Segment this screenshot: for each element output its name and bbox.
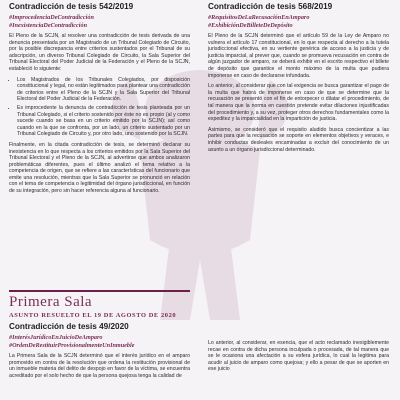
hashtag: #InterésJurídicoEnJuicioDeAmparo bbox=[9, 334, 103, 341]
hashtag-group bbox=[208, 14, 389, 30]
case-heading: Contradicción de tesis 542/2019 bbox=[9, 2, 134, 11]
paragraph: El Pleno de la SCJN, al resolver una contradicción de tesis derivada de una denuncia presentada por un Magistrado de un Tribunal Colegiado de Circuito, por la posible discrepancia entre criterios sustentados por el Tribunal de su adscripción, un diverso Tribunal Colegiado de Circuito, la Sala Superior del Tribunal Electoral del Poder Judicial de la Federación y el Pleno de la SCJN, estableció lo siguiente: bbox=[9, 33, 190, 72]
paragraph: Asimismo, se consideró que el requisito aludido busca concientizar a las partes para que la recusación se soporte en elementos objetivos y veraces, e inhibir conductas desleales encaminadas a excluir del conocimiento de un asunto a un órgano jurisdiccional determinado. bbox=[208, 126, 389, 153]
hashtag-group bbox=[9, 14, 190, 30]
right-column-bottom bbox=[208, 340, 389, 377]
bullet-item: • Es improcedente la denuncia de contradicción de tesis planteada por un Tribunal Colegiado, si el criterio sostenido por éste no es propio (al y como sucede cuando se basa en un criterio emitido por la SCJN); así como cuando en la que se confronta, por un lado, un criterio sustentado por un Tribunal Colegiado de Circuito y, por otro lado, uno sostenido por la SCJN. bbox=[17, 105, 190, 138]
hashtag: #InexistenciaDeContradicción bbox=[9, 22, 88, 29]
hashtag: #RequisitosDeLaRecusaciónEnAmparo bbox=[208, 14, 310, 21]
section-title: Primera Sala bbox=[9, 294, 93, 310]
case-heading: Contradicción de tesis 568/2019 bbox=[208, 2, 333, 11]
right-column-top bbox=[208, 2, 389, 157]
paragraph: El Pleno de la SCJN determinó que el artículo 59 de la Ley de Amparo no vulnera el artículo 17 constitucional, en lo que respecta al derecho a la tutela jurisdiccional efectiva, en su vertiente genérica de acceso a la justicia y de justicia imparcial, al prever que, cuando se promueva recusación en contra de algún juzgador de amparo, se deberá exhibir en el escrito respectivo el billete de depósito que garantice el monto máximo de la multa que pudiera imponerse en caso de declararse infundada. bbox=[208, 33, 389, 79]
left-column-bottom bbox=[9, 294, 190, 383]
paragraph: Lo anterior, al considerar que con tal exigencia se busca garantizar el pago de la multa que habrá de imponerse en caso de que se determine que la recusación se presentó con el fin de entorpecer o dilatar el procedimiento, de tal manera que la norma en cuestión pretende evitar dilaciones injustificadas del procedimiento y, a su vez, proteger otros derechos fundamentales como la expeditez y la imparcialidad en la impartición de justicia. bbox=[208, 83, 389, 123]
hashtag: #ExhibiciónDeBilleteDeDepósito bbox=[208, 22, 293, 29]
section-subtitle: ASUNTO RESUELTO EL 19 DE AGOSTO DE 2020 bbox=[9, 312, 177, 319]
hashtag: #ImprocedenciaDeContradicción bbox=[9, 14, 94, 21]
hashtag-group bbox=[9, 334, 190, 350]
paragraph: Lo anterior, al considerar, en esencia, que el acto reclamado inexigiblemente recae en contra de dicha persona inculpada o procesada, de tal manera que se le ocasiona una afectación a su esfera jurídica, lo cual la legitima para acudir al juicio de amparo como quejosa; y ello a pesar de que se aporten en ese juicio bbox=[208, 340, 389, 373]
paragraph: Finalmente, en la citada contradicción de tesis, se determinó declarar su inexistencia en lo que respecta a los criterios emitidos por la Sala Superior del Tribunal Electoral y el Pleno de la SCJN, al advertirse que ambos analizaron problemáticas diferentes, pues el último analizó el tema relativo a la competencia de origen, que se refiere a las características del funcionario que emite una resolución, mientras que la Sala Superior se pronunció en relación con el tema de competencia o legitimidad del órgano jurisdiccional, en función de su integración, pero sin hacer referencia alguna al funcionario. bbox=[9, 141, 190, 195]
bullet-item: • Los Magistrados de los Tribunales Colegiados, por disposición constitucional y legal, no están legitimados para plantear una contradicción de criterios entre el Pleno de la SCJN y la Sala Superior del Tribunal Electoral del Poder Judicial de la Federación. bbox=[17, 77, 190, 103]
bullet-list bbox=[9, 77, 190, 138]
paragraph: La Primera Sala de la SCJN determinó que el interés jurídico en el amparo promovido en contra de la resolución que ordena la restitución provisional de un inmueble materia del delito de despojo en favor de la víctima, se encuentra acreditado por el solo hecho de que la persona quejosa tenga la calidad de bbox=[9, 353, 190, 379]
hashtag: #OrdenDeRestituirProvisionalmenteUnInmueble bbox=[9, 342, 135, 349]
case-heading: Contradicción de tesis 49/2020 bbox=[9, 322, 129, 331]
section-divider bbox=[9, 290, 190, 292]
left-column-top bbox=[9, 2, 190, 199]
